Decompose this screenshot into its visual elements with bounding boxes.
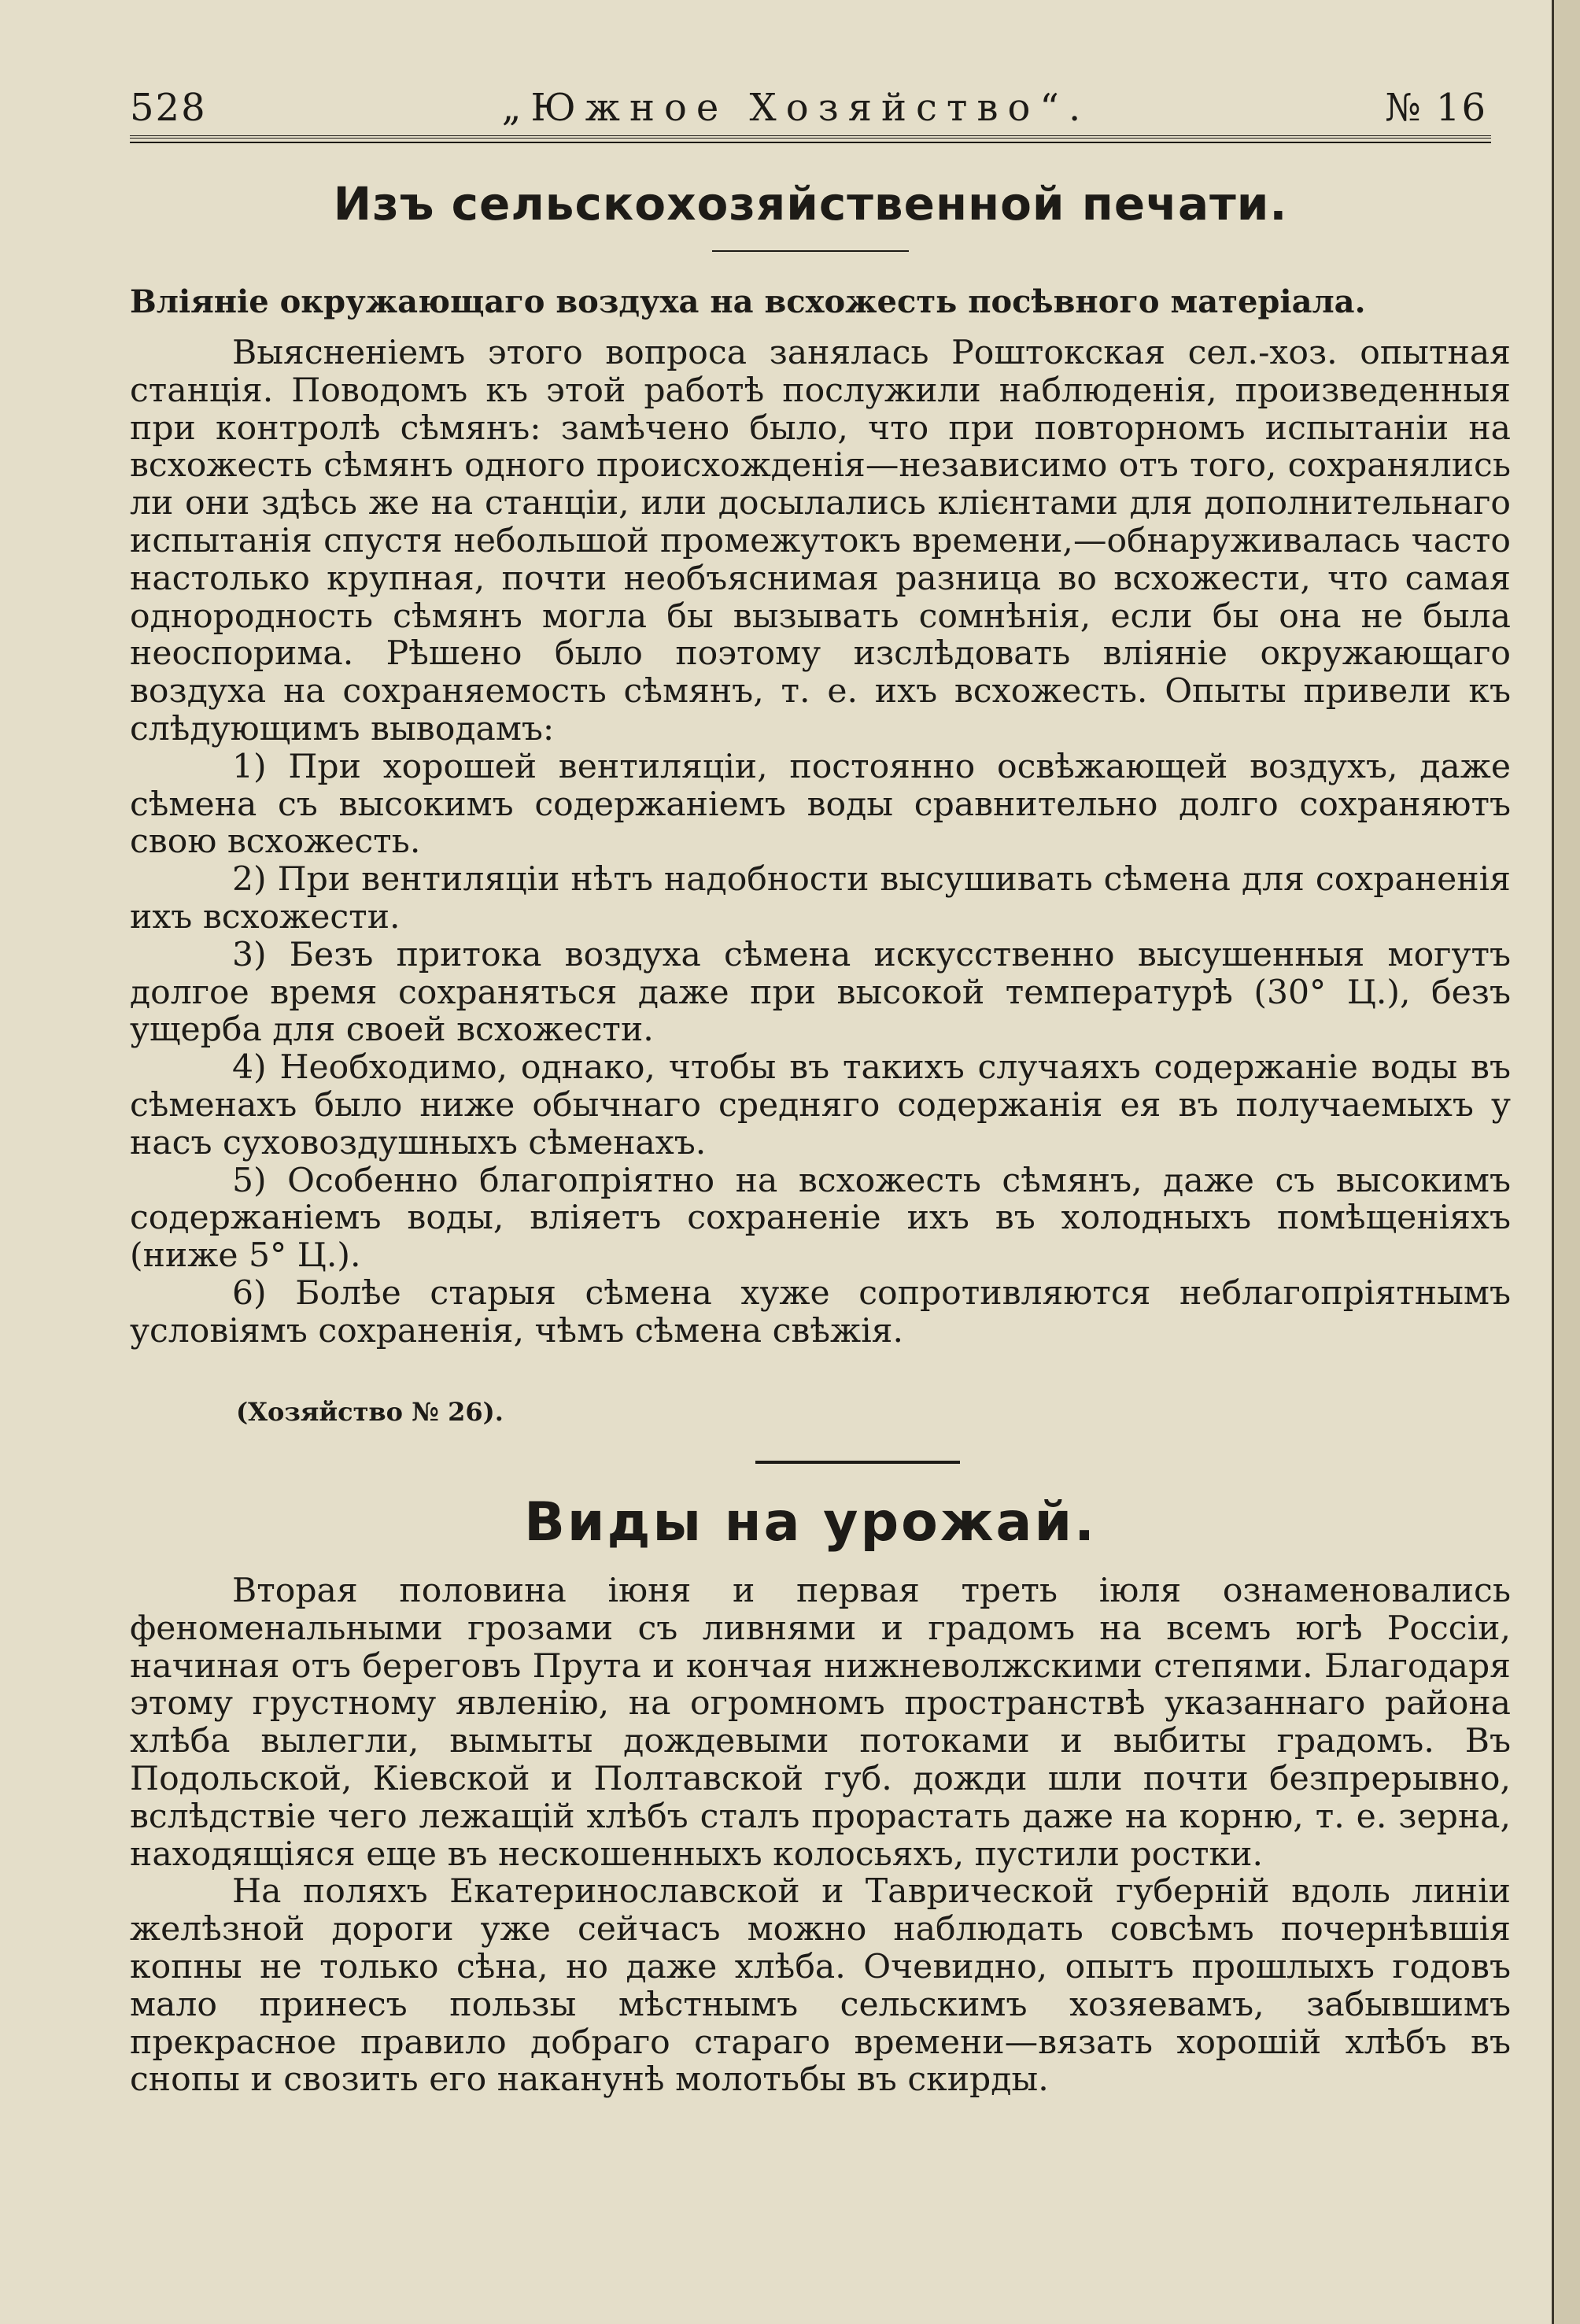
conclusion-item: 6) Болѣе старыя сѣмена хуже сопротивляются неблагопріятнымъ условіямъ сохраненія, чѣмъ сѣмена свѣжія. <box>130 1273 1511 1350</box>
adjacent-page-edge <box>1552 0 1580 2324</box>
conclusion-item: 2) При вентиляціи нѣтъ надобности высушивать сѣмена для сохраненія ихъ всхожести. <box>130 860 1511 937</box>
article-heading: Вліяніе окружающаго воздуха на всхожесть посѣвного матеріала. <box>130 283 1366 320</box>
section-divider <box>755 1461 960 1464</box>
page-number: 528 <box>130 86 207 130</box>
conclusion-item: 5) Особенно благопріятно на всхожесть сѣмянъ, даже съ высокимъ содержаніемъ воды, вліяетъ сохраненіе ихъ въ холодныхъ помѣщеніяхъ (ниже 5° Ц.). <box>130 1161 1511 1276</box>
conclusion-item: 3) Безъ притока воздуха сѣмена искусственно высушенныя могутъ долгое время сохраняться даже при высокой температурѣ (30° Ц.), безъ ущерба для своей всхожести. <box>130 935 1511 1050</box>
paragraph: На поляхъ Екатеринославской и Таврической губерній вдоль линіи желѣзной дороги уже сейчасъ можно наблюдать совсѣмъ почернѣвшія копны не только сѣна, но даже хлѣба. Очевидно, опытъ прошлыхъ годовъ мало принесъ пользы мѣстнымъ сельскимъ хозяевамъ, забывшимъ прекрасное правило добраго стараго времени—вязать хорошій хлѣбъ въ снопы и свозить его наканунѣ молотьбы въ скирды. <box>130 1872 1511 2100</box>
source-citation: (Хозяйство № 26). <box>236 1397 504 1427</box>
harvest-article-body <box>130 1572 1511 2099</box>
article-body <box>130 334 1511 1350</box>
conclusion-item: 1) При хорошей вентиляціи, постоянно освѣжающей воздухъ, даже сѣмена съ высокимъ содержаніемъ воды сравнительно долго сохраняютъ свою всхожесть. <box>130 747 1511 862</box>
title-divider <box>712 250 909 252</box>
issue-number: № 16 <box>1385 86 1487 130</box>
running-head <box>130 75 1487 130</box>
header-rule <box>130 135 1491 143</box>
paragraph: Выясненіемъ этого вопроса занялась Роштокская сел.-хоз. опытная станція. Поводомъ къ этой работѣ послужили наблюденія, произведенныя при контролѣ сѣмянъ: замѣчено было, что при повторномъ испытаніи на всхожесть сѣмянъ одного происхожденія—независимо отъ того, сохранялись ли они здѣсь же на станціи, или досылались клієнтами для дополнительнаго испытанія спустя небольшой промежутокъ времени,—обнаруживалась часто настолько крупная, почти необъяснимая разница во всхожести, что самая однородность сѣмянъ могла бы вызывать сомнѣнія, если бы она не была неоспорима. Рѣшено было поэтому изслѣдовать вліяніе окружающаго воздуха на сохраняемость сѣмянъ, т. е. ихъ всхожесть. Опыты привели къ слѣдующимъ выводамъ: <box>130 334 1511 748</box>
journal-title: „Южное Хозяйство“. <box>501 86 1091 130</box>
section-title-2: Виды на урожай. <box>524 1491 1097 1554</box>
conclusion-item: 4) Необходимо, однако, чтобы въ такихъ случаяхъ содержаніе воды въ сѣменахъ было ниже обычнаго средняго содержанія ея въ получаемыхъ у насъ суховоздушныхъ сѣменахъ. <box>130 1048 1511 1162</box>
paragraph: Вторая половина іюня и первая треть іюля ознаменовались феноменальными грозами съ ливнями и градомъ на всемъ югѣ Россіи, начиная отъ береговъ Прута и кончая нижневолжскими степями. Благодаря этому грустному явленію, на огромномъ пространствѣ указаннаго района хлѣба вылегли, вымыты дождевыми потоками и выбиты градомъ. Въ Подольской, Кіевской и Полтавской губ. дожди шли почти безпрерывно, вслѣдствіе чего лежащій хлѣбъ сталъ прорастать даже на корню, т. е. зерна, находящіяся еще въ нескошенныхъ колосьяхъ, пустили ростки. <box>130 1572 1511 1874</box>
section-title: Изъ сельскохозяйственной печати. <box>333 177 1288 231</box>
